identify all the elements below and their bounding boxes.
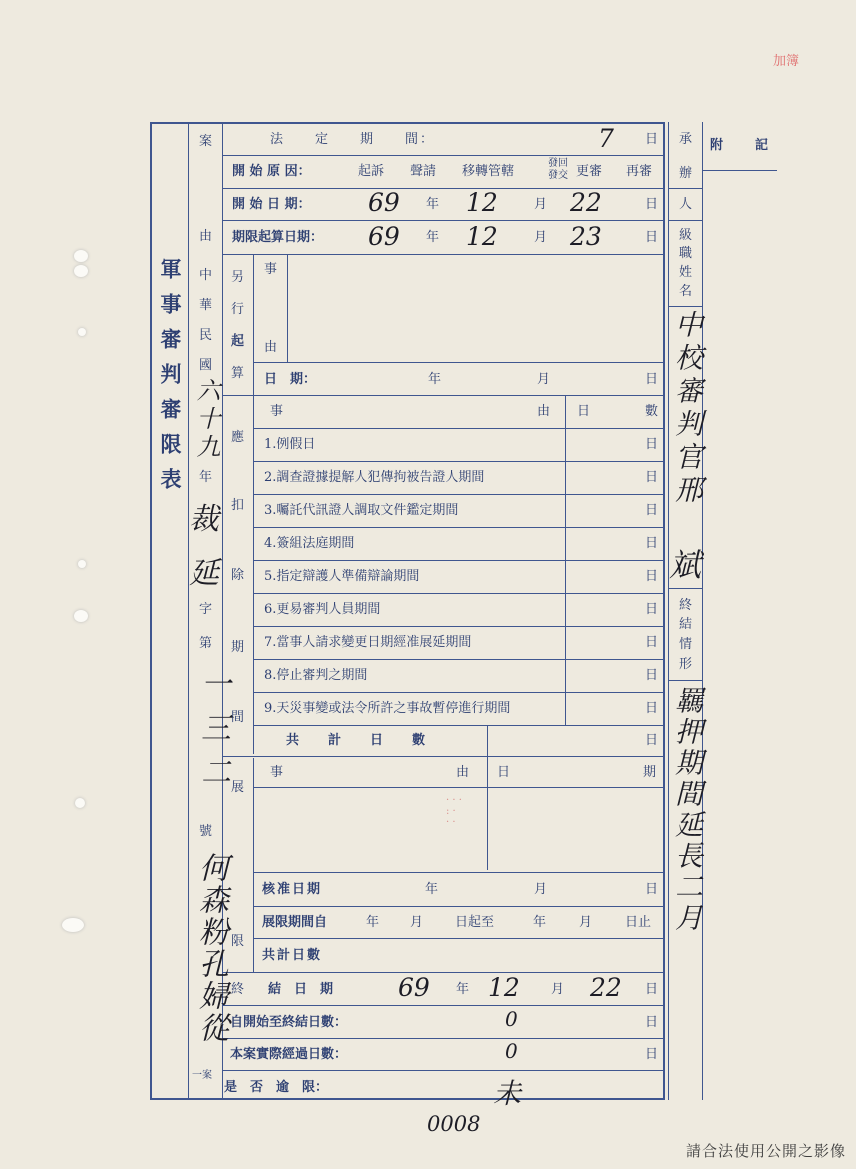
handwritten-case-name: 何森粉孔婦從 (193, 852, 228, 1044)
extend-side-char: 展 (231, 780, 245, 795)
actual-days-label: 本案實際經過日數： (230, 1047, 348, 1062)
year-unit: 年 (426, 230, 440, 245)
separate-side-char: 行 (231, 302, 245, 317)
roc-char: 國 (199, 358, 213, 373)
period-part: 年 (533, 915, 547, 930)
period-part: 日起至 (455, 915, 495, 930)
deduct-side-char: 期 (231, 640, 245, 655)
separate-side-char: 算 (231, 366, 245, 381)
separate-date-label: 日 期： (264, 372, 317, 387)
end-month: 12 (488, 973, 520, 1002)
days-to-end-value: 0 (505, 1007, 518, 1031)
limit-day: 23 (570, 222, 602, 251)
deduct-item: 6.更易審判人員期間 (264, 602, 381, 617)
form-title: 軍事審判審限表 (158, 258, 183, 503)
start-year: 69 (368, 188, 400, 217)
handler-label-char: 承 (679, 132, 693, 147)
punch-hole (75, 798, 85, 808)
end-date-label: 結 日 期 (268, 982, 334, 997)
separate-side-char: 另 (231, 270, 245, 285)
rank-label-char: 名 (679, 284, 693, 299)
day-unit: 日 (645, 470, 659, 485)
extend-period-label: 展限期間自 (262, 915, 328, 930)
year-unit: 年 (456, 982, 470, 997)
page-number: 0008 (427, 1112, 481, 1136)
roc-char: 中 (199, 268, 213, 283)
outcome-label-char: 形 (679, 657, 693, 672)
handler-label-char: 辦 (679, 166, 693, 181)
deduct-item: 5.指定辯護人準備辯論期間 (264, 569, 420, 584)
punch-hole (74, 610, 88, 622)
days-to-end-label: 自開始至終結日數： (230, 1015, 348, 1030)
extend-head-qi: 期 (643, 765, 657, 780)
separate-you: 由 (264, 340, 278, 355)
year-unit: 年 (426, 197, 440, 212)
faint-stamp: · · · : · · · (446, 795, 462, 828)
statutory-value: 7 (598, 124, 614, 153)
punch-hole (74, 265, 88, 277)
day-unit: 日 (645, 635, 659, 650)
punch-hole (78, 328, 86, 336)
corner-mark: 加簿 (773, 54, 800, 69)
day-unit: 日 (645, 437, 659, 452)
approve-date-label: 核准日期 (262, 882, 323, 897)
reason-option: 發交 (548, 170, 568, 181)
outcome-label-char: 結 (679, 617, 693, 632)
di-label: 第 (199, 636, 213, 651)
separate-side-char: 起 (231, 334, 245, 349)
zi-label: 字 (199, 602, 213, 617)
limit-start-label: 期限起算日期： (232, 230, 324, 245)
roc-char: 華 (199, 298, 213, 313)
deduct-item: 8.停止審判之期間 (264, 668, 368, 683)
end-year: 69 (398, 973, 430, 1002)
month-unit: 月 (534, 882, 548, 897)
rank-label-char: 姓 (679, 265, 693, 280)
extend-head-shi: 事 (270, 765, 284, 780)
reason-option: 聲請 (410, 164, 437, 179)
deduct-item: 1.例假日 (264, 437, 316, 452)
remark-label: 附 記 (710, 138, 771, 153)
limit-year: 69 (368, 222, 400, 251)
rank-label-char: 職 (679, 246, 693, 261)
handwritten-case-number: 一三二 (195, 668, 230, 800)
deduct-side-char: 除 (231, 568, 245, 583)
outcome-label-char: 情 (679, 637, 693, 652)
deduct-item: 2.調查證據提解人犯傳拘被告證人期間 (264, 470, 485, 485)
month-unit: 月 (534, 230, 548, 245)
day-unit: 日 (645, 1047, 659, 1062)
deduct-side-char: 間 (231, 710, 245, 725)
day-unit: 日 (645, 982, 659, 997)
handler-signature: 斌 (669, 546, 702, 584)
handler-name: 中校審判官邢 (671, 310, 704, 508)
roc-char: 民 (199, 328, 213, 343)
end-side-char: 終 (231, 982, 245, 997)
extend-side-char: 限 (231, 934, 245, 949)
handwritten-zi: 裁 (189, 502, 219, 537)
limit-month: 12 (466, 222, 498, 251)
reason-option: 發回 (548, 158, 568, 169)
handwritten-zi2: 延 (189, 556, 219, 591)
outcome-label-char: 終 (679, 598, 693, 613)
day-unit: 日 (645, 701, 659, 716)
day-unit: 日 (645, 733, 659, 748)
reason-option: 更審 (576, 164, 603, 179)
day-unit: 日 (645, 602, 659, 617)
reason-option: 起訴 (358, 164, 385, 179)
end-day: 22 (590, 973, 622, 1002)
month-unit: 月 (534, 197, 548, 212)
start-date-label: 開 始 日 期： (232, 197, 311, 212)
deduct-item: 9.天災事變或法令所許之事故暫停進行期間 (264, 701, 511, 716)
handler-label-char: 人 (679, 197, 693, 212)
statutory-label: 法 定 期 間： (270, 132, 436, 147)
deduct-head-shi: 事 (270, 404, 284, 419)
month-unit: 月 (537, 372, 551, 387)
watermark: 請合法使用公開之影像 (685, 1142, 846, 1160)
period-part: 年 (366, 915, 380, 930)
deduct-total-label: 共 計 日 數 (286, 733, 427, 748)
reason-option: 再審 (626, 164, 653, 179)
case-label-bottom: 由 (199, 229, 213, 244)
actual-days-value: 0 (505, 1039, 518, 1063)
handwritten-year: 六十九 (192, 378, 220, 462)
deduct-head-you: 由 (537, 404, 551, 419)
rank-label-char: 級 (679, 228, 693, 243)
day-unit: 日 (645, 536, 659, 551)
extend-head-you: 由 (456, 765, 470, 780)
deduct-item: 7.當事人請求變更日期經准展延期間 (264, 635, 472, 650)
start-month: 12 (466, 188, 498, 217)
day-unit: 日 (645, 503, 659, 518)
day-unit: 日 (645, 132, 659, 147)
year-unit: 年 (425, 882, 439, 897)
day-unit: 日 (645, 668, 659, 683)
hao-label: 號 (199, 824, 213, 839)
deduct-head-shu: 數 (645, 404, 659, 419)
deduct-head-ri: 日 (577, 404, 591, 419)
overdue-value: 未 (493, 1077, 522, 1110)
outcome-text: 羈押期間延長二月 (671, 686, 704, 934)
day-unit: 日 (645, 882, 659, 897)
period-part: 日止 (625, 915, 652, 930)
case-end-label: 一案 (192, 1070, 212, 1081)
month-unit: 月 (551, 982, 565, 997)
punch-hole (78, 560, 86, 568)
extend-head-ri: 日 (497, 765, 511, 780)
start-day: 22 (570, 188, 602, 217)
deduct-side-char: 扣 (231, 498, 245, 513)
day-unit: 日 (645, 1015, 659, 1030)
deduct-item: 4.簽組法庭期間 (264, 536, 355, 551)
deduct-item: 3.囑託代訊證人調取文件鑑定期間 (264, 503, 459, 518)
start-reason-label: 開 始 原 因： (232, 164, 311, 179)
separate-shi: 事 (264, 262, 278, 277)
extend-total-label: 共計日數 (262, 948, 323, 963)
punch-hole (74, 250, 88, 262)
year-unit: 年 (428, 372, 442, 387)
period-part: 月 (579, 915, 593, 930)
day-unit: 日 (645, 569, 659, 584)
day-unit: 日 (645, 197, 659, 212)
reason-option: 移轉管轄 (462, 164, 515, 179)
day-unit: 日 (645, 372, 659, 387)
punch-hole (62, 918, 84, 932)
year-label: 年 (199, 470, 213, 485)
period-part: 月 (410, 915, 424, 930)
case-label-top: 案 (199, 134, 213, 149)
overdue-label: 是 否 逾 限： (224, 1080, 329, 1095)
day-unit: 日 (645, 230, 659, 245)
deduct-side-char: 應 (231, 430, 245, 445)
